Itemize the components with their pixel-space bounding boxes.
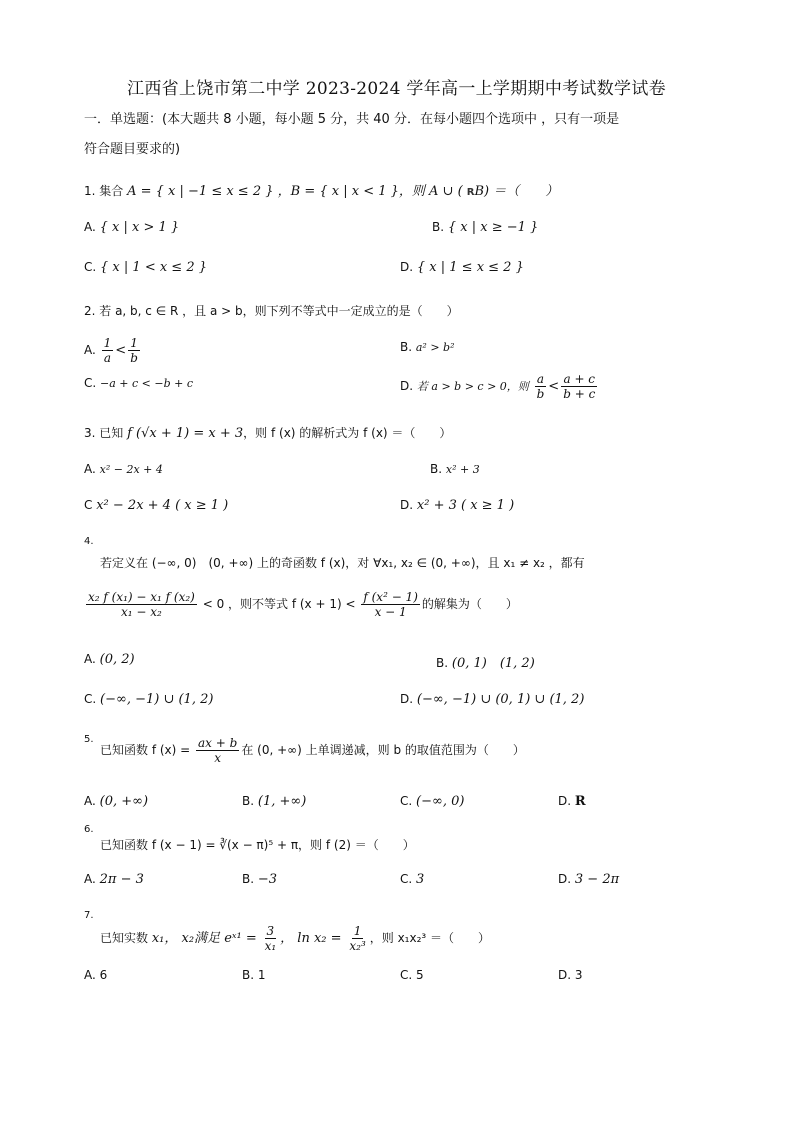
q4-option-d[interactable]: D. (−∞, −1) ∪ (0, 1) ∪ (1, 2) [400, 692, 585, 707]
q7-option-d[interactable]: D. 3 [558, 968, 583, 982]
q5-option-c[interactable]: C. (−∞, 0) [400, 794, 465, 809]
q4-option-c[interactable]: C. (−∞, −1) ∪ (1, 2) [84, 692, 214, 707]
q2-option-b[interactable]: B. a² > b² [400, 340, 455, 354]
section-heading-cont: 符合题目要求的) [84, 142, 181, 157]
question-2-stem: 2. 若 a, b, c ∈ R ，且 a > b，则下列不等式中一定成立的是（ ） [84, 304, 459, 318]
q2-option-d[interactable]: D. 若 a > b > c > 0，则 $\frac{a}{b}$ < $\frac{a + c}{b + c}$ [400, 372, 596, 401]
q4-option-a[interactable]: A. (0, 2) [84, 652, 135, 667]
q7-option-c[interactable]: C. 5 [400, 968, 424, 982]
q1-option-b[interactable]: B. { x | x ≥ −1 } [432, 220, 539, 235]
q2-option-a[interactable]: A. $\frac{1}{a}$ < $\frac{1}{b}$ [84, 336, 138, 365]
question-5-number: 5. [84, 734, 94, 745]
q7-option-b[interactable]: B. 1 [242, 968, 266, 982]
q3-option-c[interactable]: C x² − 2x + 4 ( x ≥ 1 ) [84, 498, 229, 513]
q7-option-a[interactable]: A. 6 [84, 968, 108, 982]
q6-option-b[interactable]: B. −3 [242, 872, 278, 887]
question-7-number: 7. [84, 910, 94, 921]
question-3-stem: 3. 已知 f (√x + 1) = x + 3，则 f (x) 的解析式为 f (x) ＝（ ） [84, 426, 452, 441]
question-6-number: 6. [84, 824, 94, 835]
q5-option-a[interactable]: A. (0, +∞) [84, 794, 149, 809]
q4-option-b[interactable]: B. (0, 1) (1, 2) [436, 656, 535, 671]
question-7-stem: 已知实数 x₁， x₂满足 eˣ¹ = $\frac{3}{\text{x₁}}$ ， ln x₂ = $\frac{1}{\text{x₂³}}$ ，则 x₁x₂³ ＝（ ） [100, 924, 491, 953]
q1-option-d[interactable]: D. { x | 1 ≤ x ≤ 2 } [400, 260, 524, 275]
question-5-stem: 已知函数 f (x) = $\frac{ax + b}{x}$ 在 (0, +∞) 上单调递减，则 b 的取值范围为（ ） [100, 736, 525, 765]
q1-option-c[interactable]: C. { x | 1 < x ≤ 2 } [84, 260, 208, 275]
question-6-stem: 已知函数 f (x − 1) = ∛(x − π)⁵ + π，则 f (2) ＝（ ） [100, 838, 415, 852]
q5-option-b[interactable]: B. (1, +∞) [242, 794, 307, 809]
q1-option-a[interactable]: A. { x | x > 1 } [84, 220, 180, 235]
section-heading: 一．单选题：(本大题共 8 小题，每小题 5 分，共 40 分．在每小题四个选项中 ，只有一项是 [84, 112, 620, 127]
q5-option-d[interactable]: D. R [558, 794, 586, 809]
question-1-stem: 1. 集合 A = { x | −1 ≤ x ≤ 2 } ，B = { x | x < 1 }，则 A ∪ ( RB) ＝（ ） [84, 184, 559, 199]
question-4-stem: 若定义在 (−∞, 0) (0, +∞) 上的奇函数 f (x)，对 ∀x₁, x₂ ∈ (0, +∞)，且 x₁ ≠ x₂ ，都有 [100, 556, 585, 570]
q6-option-a[interactable]: A. 2π − 3 [84, 872, 144, 887]
exam-title: 江西省上饶市第二中学 2023-2024 学年高一上学期期中考试数学试卷 [127, 79, 666, 99]
q6-option-d[interactable]: D. 3 − 2π [558, 872, 620, 887]
question-4-condition: $\frac{\text{x₂ f (x₁) − x₁ f (x₂)}}{\text{x₁ − x₂}}$ < 0 ，则不等式 f (x + 1) < $\frac{\text{f (x² − 1)}}{x - 1}$ 的解集为（ ） [88, 590, 518, 619]
question-4-number: 4. [84, 536, 94, 547]
q3-option-d[interactable]: D. x² + 3 ( x ≥ 1 ) [400, 498, 515, 513]
q2-option-c[interactable]: C. −a + c < −b + c [84, 376, 194, 390]
q3-option-a[interactable]: A. x² − 2x + 4 [84, 462, 163, 476]
q6-option-c[interactable]: C. 3 [400, 872, 425, 887]
q3-option-b[interactable]: B. x² + 3 [430, 462, 480, 476]
